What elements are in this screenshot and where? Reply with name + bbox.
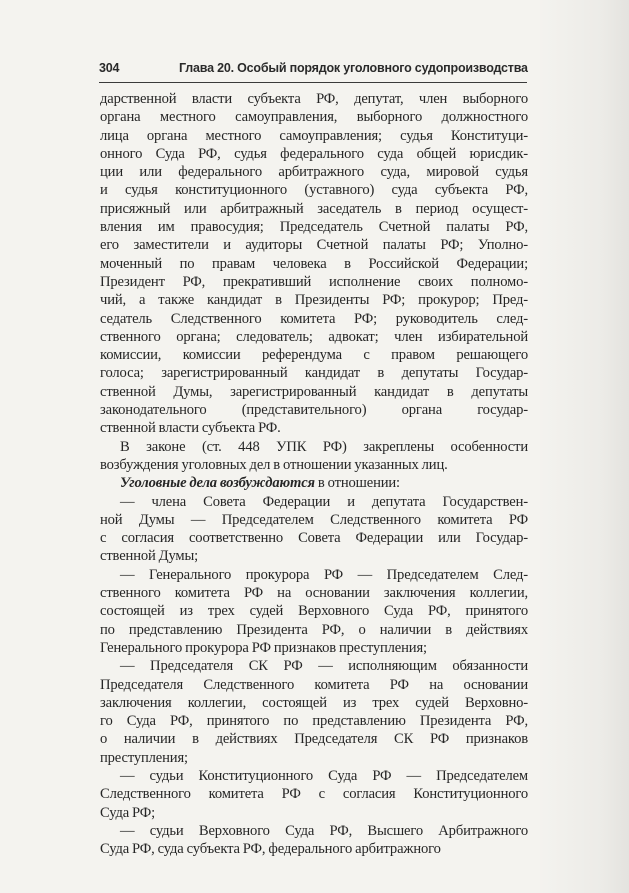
- paragraph-line: ственной Думы;: [100, 548, 199, 565]
- paragraph-line: Генерального прокурора РФ признаков преступления;: [100, 639, 427, 656]
- paragraph-line: Следственного комитета РФ с согласия Конституционного: [100, 786, 528, 803]
- paragraph-line: заключения коллегии, состоящей из трех судей Верховно-: [100, 694, 528, 711]
- paragraph-line: вления им правосудия; Председатель Счетной палаты РФ,: [100, 219, 528, 236]
- running-header: [99, 61, 529, 75]
- paragraph-line: моченный по правам человека в Российской Федерации;: [100, 255, 528, 272]
- paragraph-line: ной Думы — Председателем Следственного комитета РФ: [100, 511, 528, 528]
- paragraph-line: законодательного (представительного) органа государ-: [100, 402, 528, 419]
- paragraph-line: Суда РФ;: [100, 804, 156, 821]
- paragraph-line: дарственной власти субъекта РФ, депутат, член выборного: [100, 91, 528, 107]
- paragraph-line: по представлению Президента РФ, о наличии в действиях: [100, 621, 528, 638]
- paragraph-line: — члена Совета Федерации и депутата Государствен-: [120, 493, 528, 510]
- paragraph-line: и судья конституционного (уставного) суда субъекта РФ,: [100, 182, 528, 199]
- page-body: [100, 90, 528, 858]
- header-rule: [99, 82, 527, 83]
- paragraph-line: онного Суда РФ, судья федерального суда общей юрисдик-: [100, 145, 528, 162]
- paragraph-line: — Председателя СК РФ — исполняющим обязанности: [120, 658, 528, 675]
- paragraph-text: в отношении:: [314, 475, 400, 492]
- paragraph-line: состоящей из трех судей Верховного Суда РФ, принятого: [100, 603, 528, 620]
- paragraph-line: ственного комитета РФ на основании заключения коллегии,: [100, 585, 528, 602]
- paragraph-line: В законе (ст. 448 УПК РФ) закреплены особенности: [120, 438, 528, 455]
- paragraph-line: Президент РФ, прекративший исполнение своих полномо-: [100, 273, 528, 290]
- paragraph-line: возбуждения уголовных дел в отношении указанных лиц.: [100, 456, 448, 473]
- page-edge-shadow: [537, 0, 629, 893]
- paragraph-line: ственного органа; следователь; адвокат; член избирательной: [100, 328, 528, 345]
- paragraph-line: ственной Думы, зарегистрированный кандидат в депутаты: [100, 383, 528, 400]
- page-number: 304: [99, 61, 120, 75]
- paragraph-line: его заместители и аудиторы Счетной палаты РФ; Уполно-: [100, 237, 528, 254]
- paragraph-line: Председателя Следственного комитета РФ на основании: [100, 676, 528, 693]
- emphasis-text: Уголовные дела возбуждаются: [120, 475, 315, 492]
- paragraph-line: ственной власти субъекта РФ.: [100, 420, 281, 437]
- paragraph-line: — судьи Конституционного Суда РФ — Председателем: [120, 767, 528, 784]
- paragraph-line: комиссии, комиссии референдума с правом решающего: [100, 347, 528, 364]
- chapter-title: Глава 20. Особый порядок уголовного судопроизводства: [179, 61, 528, 75]
- paragraph-line: чий, а также кандидат в Президенты РФ; прокурор; Пред-: [100, 292, 528, 309]
- paragraph-line: преступления;: [100, 749, 188, 766]
- paragraph-line: лица органа местного самоуправления; судья Конституци-: [100, 127, 528, 144]
- paragraph-line: голоса; зарегистрированный кандидат в депутаты Государ-: [100, 365, 528, 382]
- paragraph-line: — судьи Верховного Суда РФ, Высшего Арбитражного: [120, 822, 528, 839]
- paragraph-line: — Генерального прокурора РФ — Председателем След-: [120, 566, 528, 583]
- paragraph-line: присяжный или арбитражный заседатель в период осущест-: [100, 200, 528, 217]
- paragraph-line: ции или федерального арбитражного суда, мировой судья: [100, 164, 528, 181]
- paragraph-line: органа местного самоуправления, выборного должностного: [100, 109, 528, 126]
- paragraph-line: седатель Следственного комитета РФ; руководитель след-: [100, 310, 528, 327]
- paragraph-line: Суда РФ, суда субъекта РФ, федерального арбитражного: [100, 841, 441, 858]
- paragraph-line: го Суда РФ, принятого по представлению Президента РФ,: [100, 713, 528, 730]
- paragraph-line: о наличии в действиях Председателя СК РФ признаков: [100, 731, 528, 748]
- paragraph-line: [100, 474, 528, 492]
- paragraph-line: с согласия соответственно Совета Федерации или Государ-: [100, 530, 528, 547]
